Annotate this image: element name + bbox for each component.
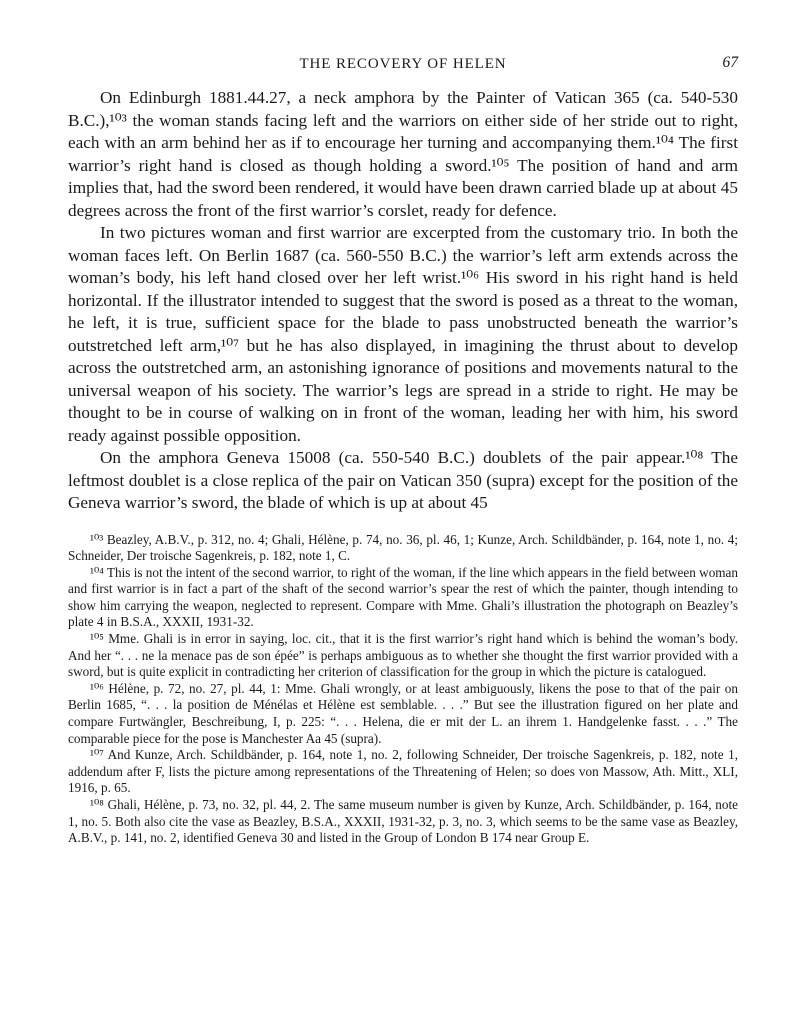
running-head: THE RECOVERY OF HELEN [299, 56, 507, 72]
paragraph: On Edinburgh 1881.44.27, a neck amphora by the Painter of Vatican 365 (ca. 540-530 B.C.),¹⁰³ the woman stands facing left and the warriors on either side of her stride out to right, each with an arm behind her as if to encourage her turning and accompanying them.¹⁰⁴ The first warrior’s right hand is closed as though holding a sword.¹⁰⁵ The position of hand and arm implies that, had the sword been rendered, it would have been drawn carried blade up at about 45 degrees across the front of the first warrior’s corslet, ready for defence. [68, 88, 738, 220]
footnote-105: ¹⁰⁵ Mme. Ghali is in error in saying, loc. cit., that it is the first warrior’s right hand which is behind the woman’s body. And her “. . . ne la menace pas de son épée” is perhaps ambiguous as to whether she thought the first warrior provided with a sword, but is quite explicit in contradicting her criterion of classification for the group in which the picture is catalogued. [68, 631, 738, 680]
footnote-103: ¹⁰³ Beazley, A.B.V., p. 312, no. 4; Ghali, Hélène, p. 74, no. 36, pl. 46, 1; Kunze, Arch. Schildbänder, p. 164, note 1, no. 4; Schneider, Der troische Sagenkreis, p. 182, note 1, C. [68, 531, 738, 564]
footnote-107: ¹⁰⁷ And Kunze, Arch. Schildbänder, p. 164, note 1, no. 2, following Schneider, Der troische Sagenkreis, p. 182, note 1, addendum after F, lists the picture among representations of the Threatening of Helen; so does von Massow, Ath. Mitt., XLI, 1916, p. 65. [68, 747, 738, 796]
footnote-104: ¹⁰⁴ This is not the intent of the second warrior, to right of the woman, if the line which appears in the field between woman and first warrior is in fact a part of the shaft of the second warrior’s spear the rest of which the painter, though intending to show him carrying the weapon, neglected to represent. Compare with Mme. Ghali’s illustration the photograph on Beazley’s plate 4 in B.S.A., XXXII, 1931-32. [68, 564, 738, 630]
body-text [68, 87, 738, 515]
paragraph: On the amphora Geneva 15008 (ca. 550-540 B.C.) doublets of the pair appear.¹⁰⁸ The leftmost doublet is a close replica of the pair on Vatican 350 (supra) except for the position of the Geneva warrior’s sword, the blade of which is up at about 45 [68, 448, 738, 512]
footnote-106: ¹⁰⁶ Hélène, p. 72, no. 27, pl. 44, 1: Mme. Ghali wrongly, or at least ambiguously, likens the pose to that of the pair on Berlin 1685, “. . . la position de Ménélas et Hélène est semblable. . . .” But see the illustration figured on her plate and compare Furtwängler, Beschreibung, I, p. 225: “. . . Helena, die er mit der L. an ihrem 1. Handgelenke fasst. . . .” The comparable piece for the pose is Manchester Aa 45 (supra). [68, 680, 738, 746]
page [68, 52, 738, 847]
footnotes [68, 532, 738, 847]
page-header [68, 52, 738, 78]
page-number: 67 [722, 54, 738, 71]
paragraph: In two pictures woman and first warrior are excerpted from the customary trio. In both the woman faces left. On Berlin 1687 (ca. 560-550 B.C.) the warrior’s left arm extends across the woman’s body, his left hand closed over her left wrist.¹⁰⁶ His sword in his right hand is held horizontal. If the illustrator intended to suggest that the sword is posed as a threat to the woman, he left, it is true, sufficient space for the blade to pass unobstructed beneath the warrior’s outstretched left arm,¹⁰⁷ but he has also displayed, in imagining the thrust about to develop across the outstretched arm, an astonishing ignorance of positions and movements natural to the universal weapon of his society. The warrior’s legs are spread in a stride to right. He may be thought to be in course of walking on in front of the woman, leading her with him, his sword ready against possible opposition. [68, 223, 738, 445]
footnote-108: ¹⁰⁸ Ghali, Hélène, p. 73, no. 32, pl. 44, 2. The same museum number is given by Kunze, Arch. Schildbänder, p. 164, note 1, no. 5. Both also cite the vase as Beazley, B.S.A., XXXII, 1931-32, p. 3, no. 3, which seems to be the same vase as Beazley, A.B.V., p. 141, no. 2, identified Geneva 30 and listed in the Group of London B 174 near Group E. [68, 797, 738, 846]
